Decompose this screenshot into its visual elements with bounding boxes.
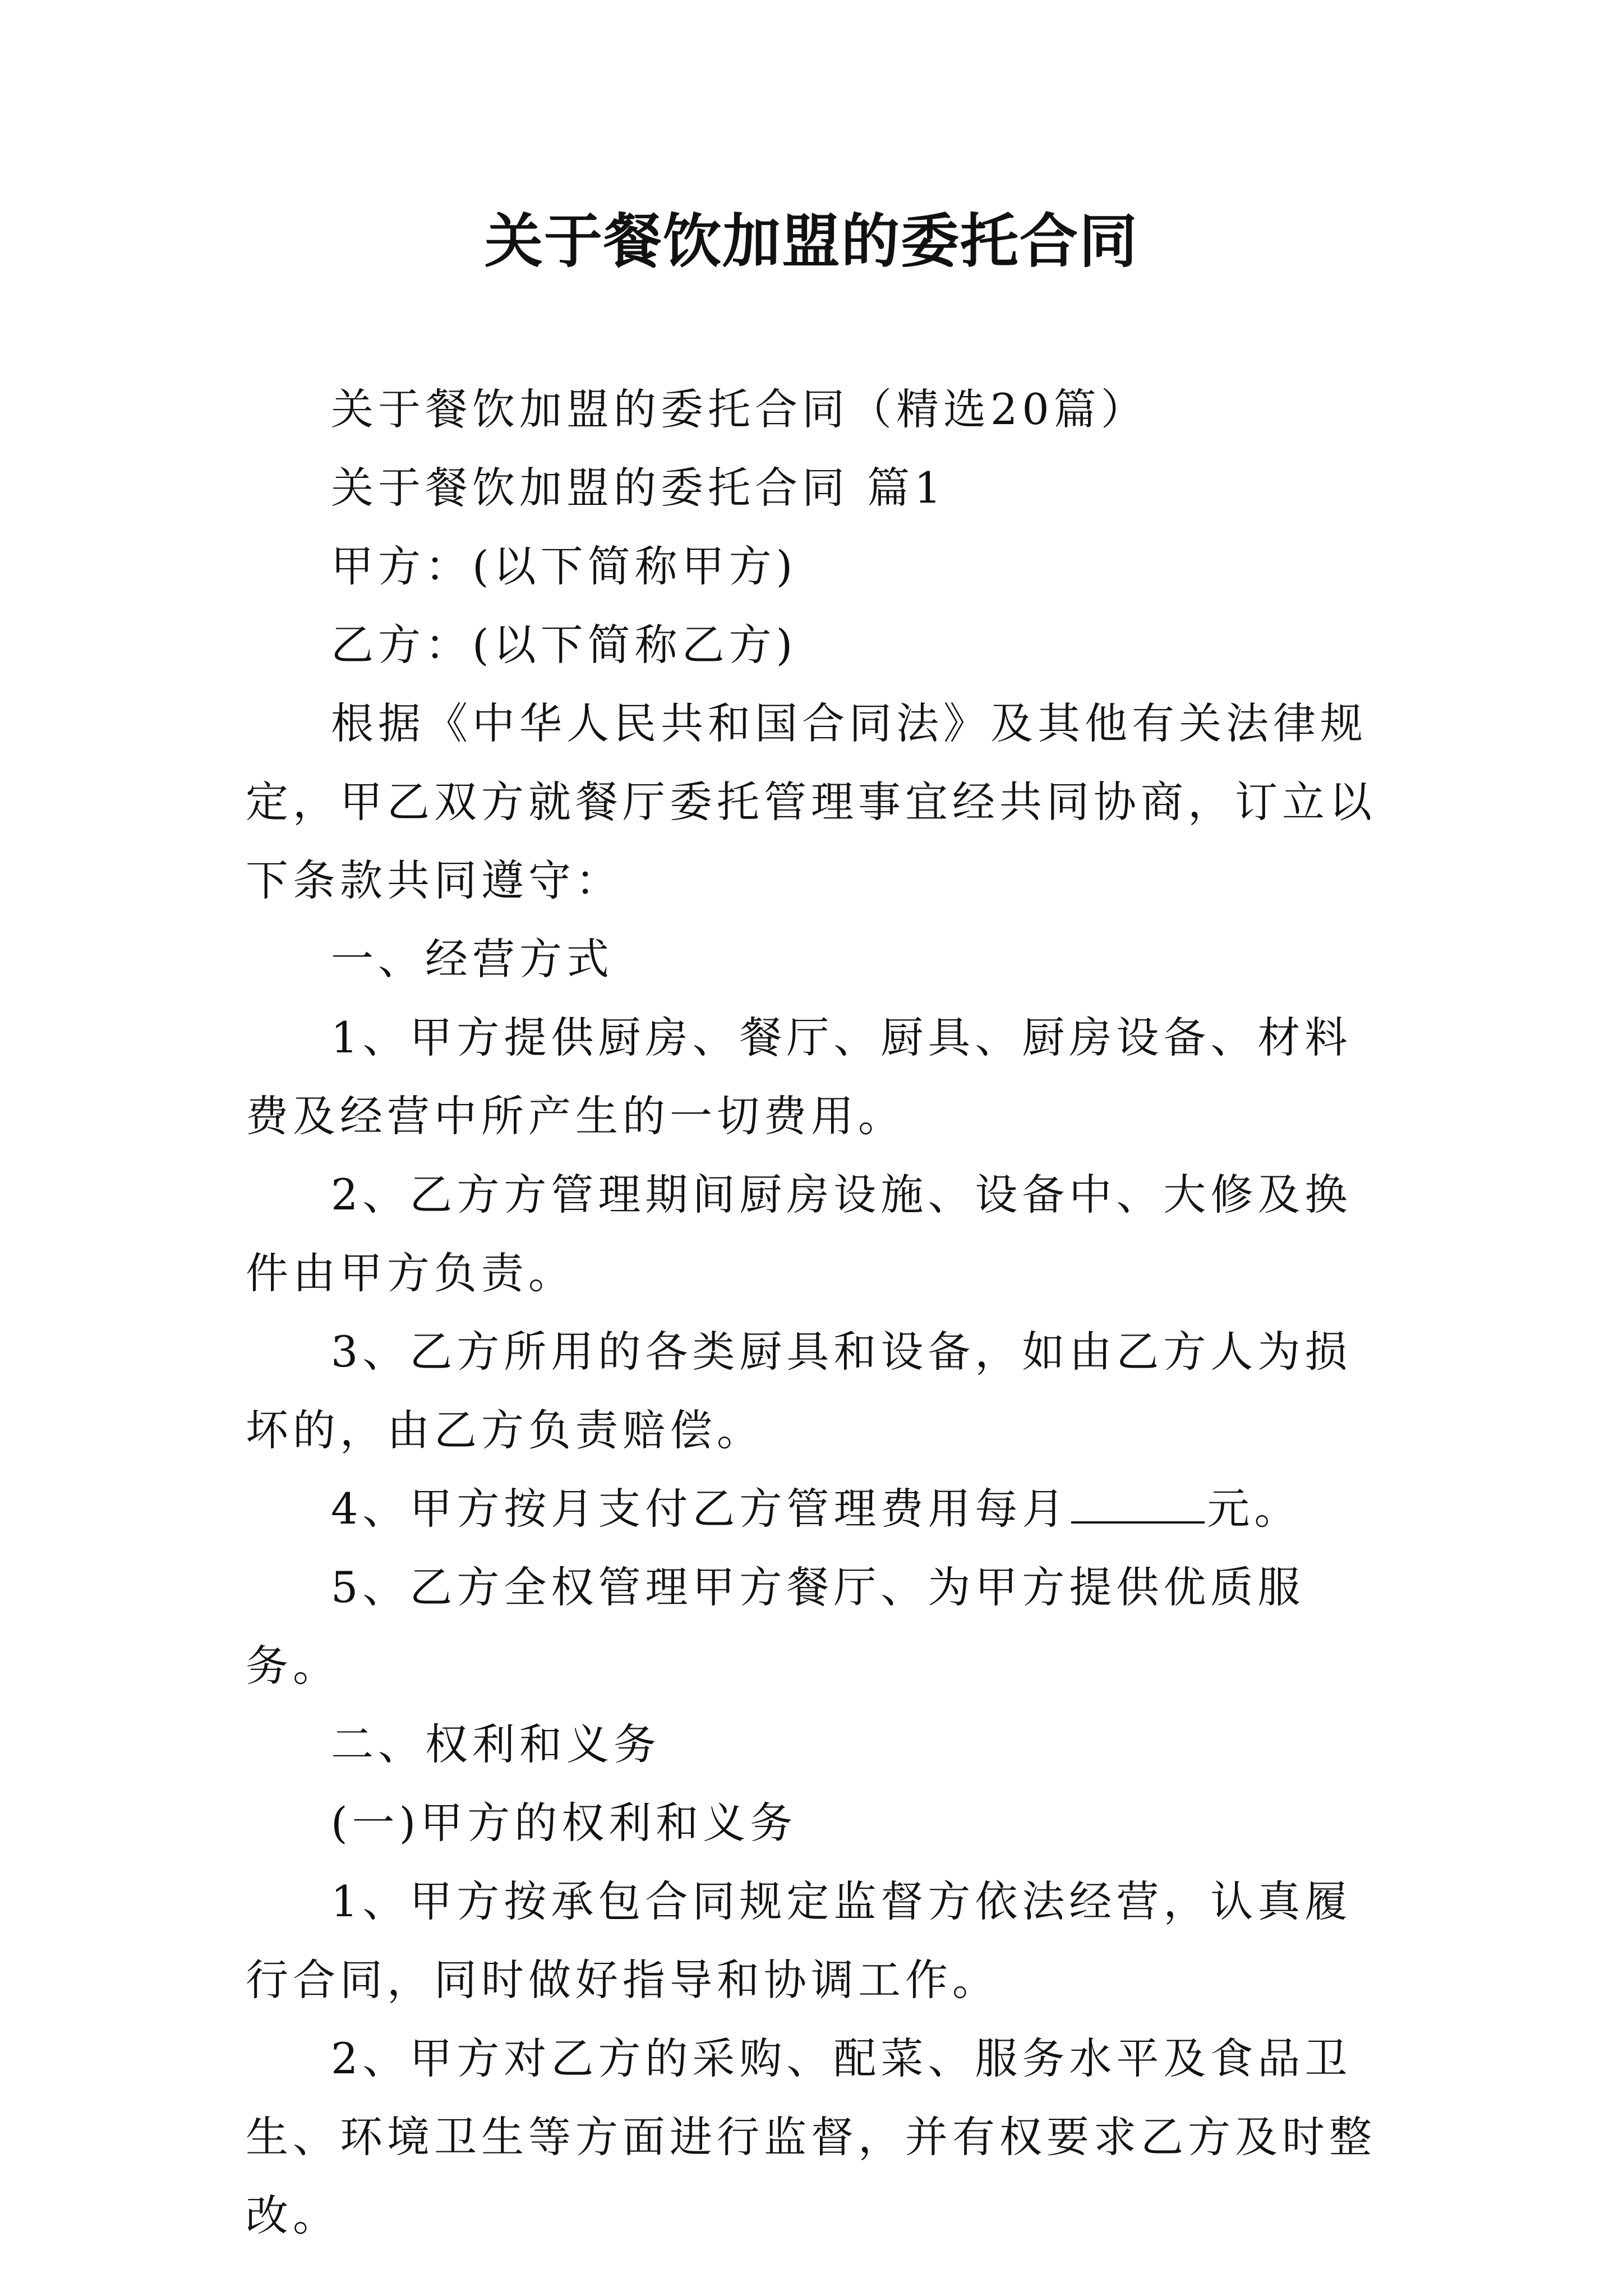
document-body xyxy=(246,370,1390,2255)
clause-4-unit: 元。 xyxy=(1207,1484,1302,1534)
clause-1: 1、甲方提供厨房、餐厅、厨具、厨房设备、材料费及经营中所产生的一切费用。 xyxy=(246,1013,1352,1141)
subheading-party-a-rights: (一)甲方的权利和义务 xyxy=(331,1798,797,1848)
fee-blank-line xyxy=(1071,1482,1205,1524)
party-b-line: 乙方：(以下简称乙方) xyxy=(331,620,797,670)
party-a-clause-2: 2、甲方对乙方的采购、配菜、服务水平及食品卫生、环境卫生等方面进行监督，并有权要求乙方及时整改。 xyxy=(246,2033,1376,2240)
clause-3: 3、乙方所用的各类厨具和设备，如由乙方人为损坏的，由乙方负责赔偿。 xyxy=(246,1327,1352,1455)
subtitle-line: 关于餐饮加盟的委托合同（精选20篇） xyxy=(331,384,1148,434)
clause-4-text: 4、甲方按月支付乙方管理费用每月 xyxy=(331,1484,1069,1534)
clause-2: 2、乙方方管理期间厨房设施、设备中、大修及换件由甲方负责。 xyxy=(246,1170,1352,1298)
clause-5: 5、乙方全权管理甲方餐厅、为甲方提供优质服务。 xyxy=(246,1562,1305,1691)
heading-rights-obligations: 二、权利和义务 xyxy=(331,1719,661,1769)
clause-4 xyxy=(246,1470,1390,1548)
preamble-paragraph: 根据《中华人民共和国合同法》及其他有关法律规定，甲乙双方就餐厅委托管理事宜经共同协商，订立以下条款共同遵守： xyxy=(246,698,1376,905)
party-a-clause-1: 1、甲方按承包合同规定监督方依法经营，认真履行合同，同时做好指导和协调工作。 xyxy=(246,1876,1352,2005)
section-heading-article-1: 关于餐饮加盟的委托合同 篇1 xyxy=(331,463,946,513)
party-a-line: 甲方：(以下简称甲方) xyxy=(331,541,797,591)
heading-operation-mode: 一、经营方式 xyxy=(331,934,614,984)
document-title: 关于餐饮加盟的委托合同 xyxy=(484,207,1138,275)
